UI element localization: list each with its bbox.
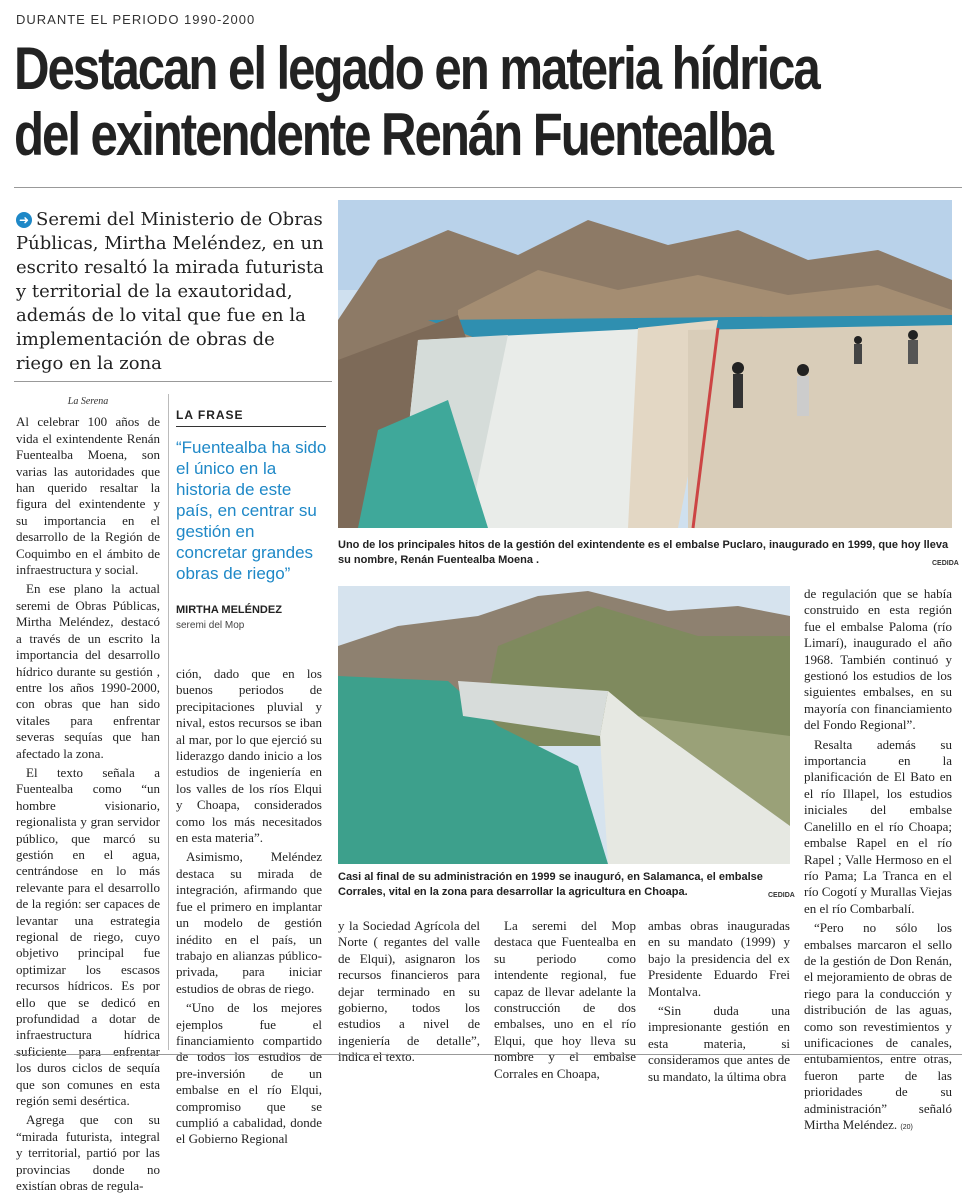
body-column-2 [176, 666, 322, 1147]
body-paragraph: y la Sociedad Agrícola del Norte ( regantes del valle de Elqui), asignaron los recursos financieros para dejar terminado en su gobierno, todos los estudios a nivel de ingeniería de detalle”, indica el texto. [338, 918, 480, 1065]
lead-paragraph [16, 208, 326, 376]
body-paragraph: Agrega que con su “mirada futurista, integral y territorial, partió por las provincias donde no existían obras de regula- [16, 1112, 160, 1194]
body-column-6 [804, 586, 952, 1132]
body-paragraph-text: “Pero no sólo los embalses marcaron el sello de la gestión de Don Renán, el mejoramiento de obras de riego para la conducción y distribución de las aguas, como son revestimientos y unificaciones de canales, entubamientos, entre otras, fueron parte de las prioridades de su administración” señaló Mirtha Meléndez. [804, 920, 952, 1132]
headline-divider [14, 187, 962, 188]
body-column-3 [338, 918, 480, 1065]
body-paragraph: “Uno de los mejores ejemplos fue el financiamiento compartido de todos los estudios de pre-inversión de un embalse en el río Elqui, compromiso que se cumplió a cabalidad, donde el Gobierno Regional [176, 1000, 322, 1147]
body-paragraph: La seremi del Mop destaca que Fuentealba en su periodo como intendente regional, fue capaz de llevar adelante la construcción de dos embalses, uno en el río Elqui, que hoy lleva su nombre y el embalse Corrales en Choapa, [494, 918, 636, 1081]
photo-embalse-puclaro [338, 200, 952, 528]
body-paragraph: En ese plano la actual seremi de Obras Públicas, Mirtha Meléndez, destacó a través de un escrito la importancia del desarrollo hídrico durante su gestión , entre los años 1990-2000, con obras que han sido vitales para enfrentar severas sequías que han afectado la zona. [16, 581, 160, 761]
body-paragraph: “Sin duda una impresionante gestión en esta materia, si consideramos que antes de su mandato, la última obra [648, 1003, 790, 1084]
lead-text: Seremi del Ministerio de Obras Públicas, Mirtha Meléndez, en un escrito resaltó la mirada futurista y territorial de la exautoridad, además de lo vital que fue en la implementación de obras de riego en la zona [16, 209, 324, 374]
body-column-1 [16, 394, 160, 1194]
body-paragraph: ambas obras inauguradas en su mandato (1999) y bajo la presidencia del ex Presidente Eduardo Frei Montalva. [648, 918, 790, 999]
body-column-5 [648, 918, 790, 1084]
body-paragraph [804, 920, 952, 1136]
pull-quote: “Fuentealba ha sido el único en la historia de este país, en centrar su gestión en concretar grandes obras de riego” [176, 438, 327, 583]
dateline: La Serena [67, 396, 109, 407]
photo-credit-top: CEDIDA [932, 560, 959, 567]
body-paragraph: de regulación que se había construido en esta región fue el embalse Paloma (río Limarí), inaugurado el año 1968. También continuó y gestionó los estudios de los siguientes embalses, en su mayoría con financiamiento del Fondo Regional”. [804, 586, 952, 733]
sidebar-divider [176, 426, 326, 427]
headline-line-2: del exintendente Renán Fuentealba [14, 101, 772, 168]
body-paragraph: Resalta además su importancia en la planificación de El Bato en el río Illapel, los estudios iniciales del embalse Canelillo en el río Choapa; embalse Rapel en el río Rapel ; Valle Hermoso en el río Pama; La Tranca en el río Cogotí y Murallas Viejas en el río Combarbalí. [804, 736, 952, 916]
lead-divider [14, 381, 332, 382]
kicker: DURANTE EL PERIODO 1990-2000 [16, 12, 256, 27]
quote-author: MIRTHA MELÉNDEZ [176, 604, 282, 616]
sidebar-label: LA FRASE [176, 408, 244, 422]
photo-caption-bottom: Casi al final de su administración en 1999 se inauguró, en Salamanca, el embalse Corrales, vital en la zona para desarrollar la agricultura en Choapa. [338, 871, 763, 898]
photo-caption-top: Uno de los principales hitos de la gestión del exintendente es el embalse Puclaro, inaugurado en 1999, que hoy lleva su nombre, Renán Fuentealba Moena . [338, 539, 949, 566]
body-paragraph: El texto señala a Fuentealba como “un hombre visionario, regionalista y gran servidor público, que marcó su gestión en el agua, centrándose en lo más relevante para el desarrollo de la región: ser capaces de levantar una estrategia regional de riego, cuyo objetivo principal fue optimizar los escasos recursos hídricos. Es por ello que se dedicó en profundidad a dotar de infraestructura hídrica suficiente para enfrentar los duros ciclos de sequía que son comunes en esta región semi desértica. [16, 764, 160, 1109]
photo-credit-bottom: CEDIDA [768, 892, 795, 899]
headline [14, 35, 819, 168]
headline-line-1: Destacan el legado en materia hídrica [14, 35, 819, 102]
body-paragraph: Asimismo, Meléndez destaca su mirada de integración, afirmando que fue el primero en implantar un modelo de gestión inédito en el país, un trabajo en alianzas público-privada, para iniciar estudios de obras de riego. [176, 849, 322, 996]
quote-author-role: seremi del Mop [176, 620, 245, 631]
photo-embalse-corrales [338, 586, 790, 864]
body-column-4 [494, 918, 636, 1081]
end-mark: (20) [900, 1124, 913, 1131]
reservoir-illustration [338, 586, 790, 864]
column-divider [168, 394, 169, 1050]
arrow-right-icon: ➜ [16, 212, 32, 228]
page-bottom-rule [14, 1054, 962, 1055]
body-paragraph: ción, dado que en los buenos periodos de precipitaciones pluvial y nival, estos recursos se iban al mar, por lo que ejerció su liderazgo dando inicio a los estudios de ingeniería en los valles de los ríos Elqui y Choapa, considerados como los más necesitados en esta materia”. [176, 666, 322, 846]
body-paragraph: Al celebrar 100 años de vida el exintendente Renán Fuentealba Moena, son varias las autoridades que han querido resaltar la figura del exintendente y su importancia en el desarrollo de la Región de Coquimbo en el ámbito de infraestructura y social. [16, 414, 160, 578]
dam-illustration [338, 200, 952, 528]
